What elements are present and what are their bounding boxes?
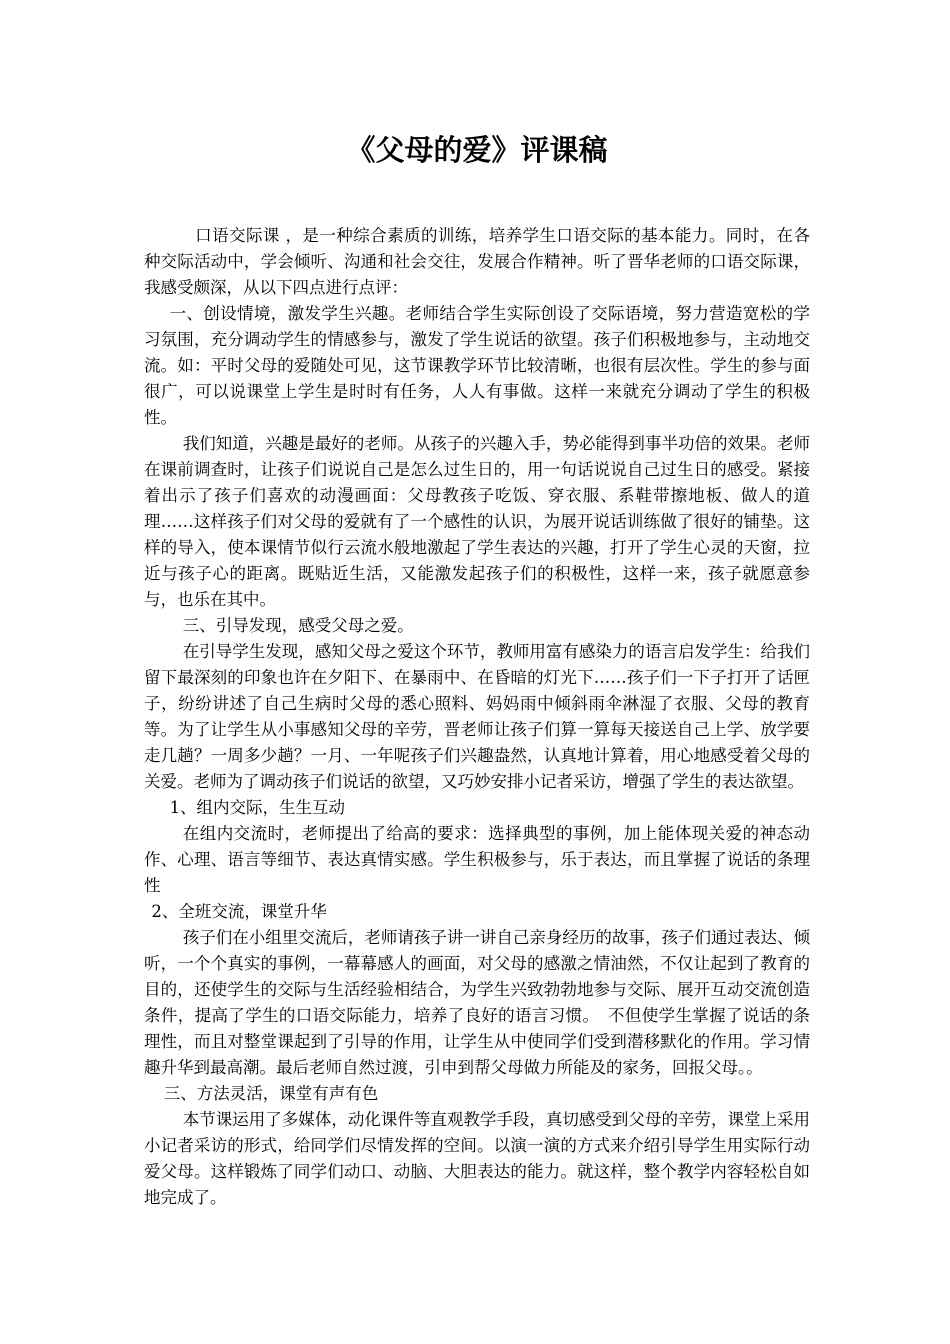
heading-section-3: 三、引导发现，感受父母之爱。 (182, 616, 414, 635)
paragraph-class-exchange: 孩子们在小组里交流后，老师请孩子讲一讲自己亲身经历的故事，孩子们通过表达、倾听，一个个真实的事例，一幕幕感人的画面，对父母的感激之情油然，不仅让起到了教育的目的，还使学生的交际与生活经验相结合，为学生兴致勃勃地参与交际、展开互动交流创造条件，提高了学生的口语交际能力，培养了良好的语言习惯。 不但使学生掌握了说话的条理性，而且对整堂课起到了引导的作用，让学生从中使同学们受到潜移默化的作用。学习情趣升华到最高潮。最后老师自然过渡，引申到帮父母做力所能及的家务，回报父母。。 (144, 928, 810, 1077)
heading-class-exchange: 2、全班交流，课堂升华 (151, 902, 327, 921)
paragraph-methods: 本节课运用了多媒体，动化课件等直观教学手段，真切感受到父母的辛劳，课堂上采用小记者采访的形式，给同学们尽情发挥的空间。以演一演的方式来介绍引导学生用实际行动爱父母。这样锻炼了同学们动口、动脑、大胆表达的能力。就这样，整个教学内容轻松自如地完成了。 (144, 1110, 810, 1207)
heading-group-exchange: 1、组内交际，生生互动 (169, 798, 346, 817)
paragraph-intro: 口语交际课 ，是一种综合素质的训练，培养学生口语交际的基本能力。同时，在各种交际活动中，学会倾听、沟通和社会交往，发展合作精神。听了晋华老师的口语交际课，我感受颇深，从以下四点进行点评： (144, 226, 810, 297)
document-title: 《父母的爱》评课稿 (346, 133, 608, 167)
paragraph-interest: 我们知道，兴趣是最好的老师。从孩子的兴趣入手，势必能得到事半功倍的效果。老师在课前调查时，让孩子们说说自己是怎么过生日的，用一句话说说自己过生日的感受。紧接着出示了孩子们喜欢的动漫画面：父母教孩子吃饭、穿衣服、系鞋带擦地板、做人的道理……这样孩子们对父母的爱就有了一个感性的认识，为展开说话训练做了很好的铺垫。这样的导入，使本课情节似行云流水般地激起了学生表达的兴趣，打开了学生心灵的天窗，拉近与孩子心的距离。既贴近生活，又能激发起孩子们的积极性，这样一来，孩子就愿意参与，也乐在其中。 (144, 434, 810, 609)
paragraph-guidance: 在引导学生发现，感知父母之爱这个环节，教师用富有感染力的语言启发学生：给我们留下最深刻的印象也许在夕阳下、在暴雨中、在昏暗的灯光下……孩子们一下子打开了话匣子，纷纷讲述了自己生病时父母的悉心照料、妈妈雨中倾斜雨伞淋湿了衣服、父母的教育等。为了让学生从小事感知父母的辛劳，晋老师让孩子们算一算每天接送自己上学、放学要走几趟？一周多少趟？一月、一年呢孩子们兴趣盎然，认真地计算着，用心地感受着父母的关爱。老师为了调动孩子们说话的欲望，又巧妙安排小记者采访，增强了学生的表达欲望。 (144, 642, 810, 791)
paragraph-group-exchange: 在组内交流时，老师提出了给高的要求：选择典型的事例，加上能体现关爱的神态动作、心理、语言等细节、表达真情实感。学生积极参与，乐于表达，而且掌握了说话的条理性 (144, 824, 810, 895)
document-body (144, 223, 810, 1211)
paragraph-section-1: 一、创设情境，激发学生兴趣。老师结合学生实际创设了交际语境，努力营造宽松的学习氛围，充分调动学生的情感参与，激发了学生说话的欲望。孩子们积极地参与，主动地交流。如：平时父母的爱随处可见，这节课教学环节比较清晰，也很有层次性。学生的参与面很广，可以说课堂上学生是时时有任务，人人有事做。这样一来就充分调动了学生的积极性。 (144, 304, 810, 427)
heading-methods: 三、方法灵活，课堂有声有色 (163, 1084, 379, 1103)
